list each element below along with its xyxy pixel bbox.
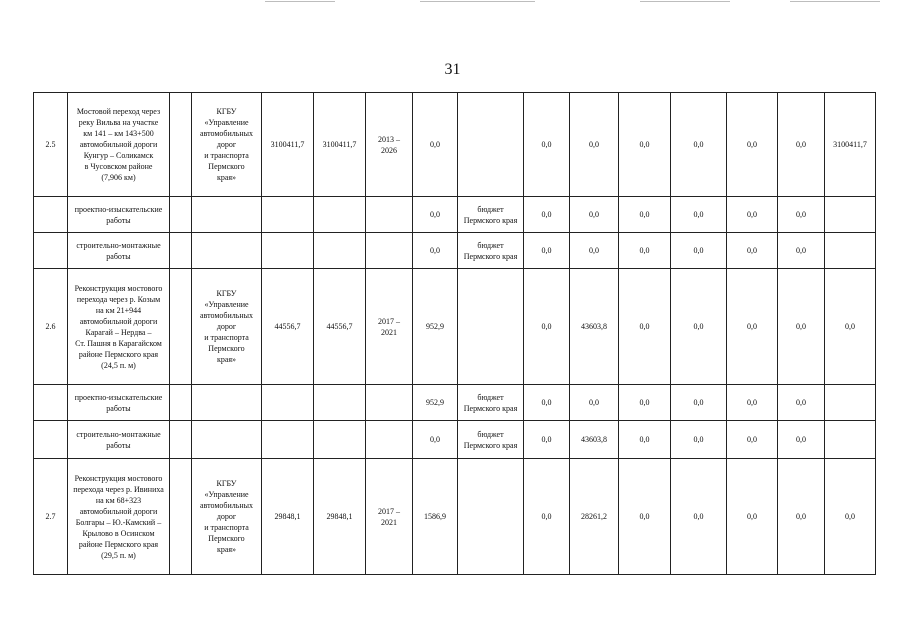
- cell-blank: [170, 385, 192, 421]
- cell-organization-line: «Управление: [204, 490, 249, 499]
- cell-organization: [192, 269, 262, 385]
- table-row-project: [34, 269, 876, 385]
- cell-name-line: строительно-монтажные: [76, 429, 161, 439]
- cell-number: 2.5: [34, 93, 68, 197]
- cell-period: [366, 421, 413, 459]
- top-edge-rule: [420, 1, 535, 2]
- cell-blank: [170, 421, 192, 459]
- top-edge-rule: [265, 1, 335, 2]
- cell-organization-line: автомобильных: [199, 501, 254, 510]
- cell-spent: 1586,9: [413, 459, 458, 575]
- cell-organization-line: КГБУ: [216, 479, 237, 488]
- cell-name-line: перехода через р. Ивиниха: [73, 484, 164, 494]
- cell-estimated-cost: [314, 197, 366, 233]
- cell-name-line: автомобильной дороги: [79, 506, 158, 516]
- cell-number: [34, 421, 68, 459]
- cell-year-value: [825, 233, 876, 269]
- cell-estimated-cost: 44556,7: [314, 269, 366, 385]
- cell-period: 2017 – 2021: [366, 269, 413, 385]
- cell-organization-line: края»: [216, 545, 237, 554]
- cell-year-value: 0,0: [570, 93, 619, 197]
- cell-name-line: перехода через р. Козым: [76, 294, 161, 304]
- cell-number: 2.7: [34, 459, 68, 575]
- cell-year-value: 0,0: [778, 385, 825, 421]
- cell-blank: [170, 459, 192, 575]
- cell-name-line: реку Вильва на участке: [78, 118, 159, 127]
- cell-period: [366, 233, 413, 269]
- cell-organization-line: дорог: [216, 140, 237, 149]
- cell-year-value: 0,0: [778, 233, 825, 269]
- cell-name-line: проектно-изыскательские: [74, 204, 163, 214]
- cell-year-value: [825, 421, 876, 459]
- cell-total-cost: [262, 233, 314, 269]
- cell-total-cost: [262, 421, 314, 459]
- cell-name: [68, 269, 170, 385]
- cell-spent: 952,9: [413, 269, 458, 385]
- cell-organization-line: дорог: [216, 512, 237, 521]
- cell-name-line: Реконструкция мостового: [74, 473, 163, 483]
- cell-blank: [170, 269, 192, 385]
- cell-name-line: автомобильной дороги: [79, 140, 158, 149]
- cell-organization-line: Пермского: [208, 534, 245, 543]
- cell-year-value: 0,0: [671, 269, 727, 385]
- cell-year-value: 0,0: [778, 459, 825, 575]
- cell-total-cost: 29848,1: [262, 459, 314, 575]
- cell-year-value: 0,0: [778, 421, 825, 459]
- cell-total-cost: 44556,7: [262, 269, 314, 385]
- cell-year-value: 0,0: [825, 459, 876, 575]
- cell-blank: [170, 93, 192, 197]
- cell-year-value: 0,0: [671, 93, 727, 197]
- cell-name-line: Кунгур – Соликамск: [83, 151, 154, 160]
- cell-name-line: строительно-монтажные: [76, 240, 161, 250]
- cell-number: [34, 233, 68, 269]
- cell-year-value: 28261,2: [570, 459, 619, 575]
- cell-name: [68, 197, 170, 233]
- cell-spent: 0,0: [413, 421, 458, 459]
- cell-source: [458, 93, 524, 197]
- table-row-subitem: [34, 197, 876, 233]
- cell-estimated-cost: [314, 421, 366, 459]
- cell-year-value: 0,0: [671, 459, 727, 575]
- cell-estimated-cost: 3100411,7: [314, 93, 366, 197]
- cell-year-value: [825, 385, 876, 421]
- cell-name-line: районе Пермского края: [78, 349, 159, 359]
- cell-name-line: на км 21+944: [95, 305, 142, 315]
- cell-total-cost: [262, 385, 314, 421]
- cell-name-line: работы: [106, 440, 131, 450]
- cell-organization: [192, 385, 262, 421]
- top-edge-rule: [790, 1, 880, 2]
- cell-year-value: 0,0: [524, 385, 570, 421]
- cell-spent: 0,0: [413, 233, 458, 269]
- cell-blank: [170, 197, 192, 233]
- cell-name: [68, 93, 170, 197]
- cell-name-line: Реконструкция мостового: [74, 283, 163, 293]
- cell-year-value: 0,0: [671, 421, 727, 459]
- cell-name-line: в Чусовском районе: [84, 162, 153, 171]
- cell-number: 2.6: [34, 269, 68, 385]
- cell-number: [34, 197, 68, 233]
- cell-name: [68, 233, 170, 269]
- cell-organization: [192, 197, 262, 233]
- cell-organization: [192, 421, 262, 459]
- cell-year-value: 0,0: [524, 269, 570, 385]
- cell-year-value: 0,0: [825, 269, 876, 385]
- cell-blank: [170, 233, 192, 269]
- cell-estimated-cost: [314, 385, 366, 421]
- cell-spent: 0,0: [413, 197, 458, 233]
- cell-organization-line: КГБУ: [216, 289, 237, 298]
- cell-name: [68, 385, 170, 421]
- cell-source: бюджет Пермского края: [458, 233, 524, 269]
- cell-name-line: (29,5 п. м): [101, 550, 136, 560]
- cell-name-line: Мостовой переход через: [76, 107, 161, 116]
- cell-year-value: 0,0: [524, 197, 570, 233]
- cell-name-line: (7,906 км): [101, 173, 136, 182]
- cell-period: 2017 – 2021: [366, 459, 413, 575]
- cell-name: [68, 421, 170, 459]
- cell-year-value: 0,0: [671, 233, 727, 269]
- cell-source: бюджет Пермского края: [458, 197, 524, 233]
- cell-organization: [192, 233, 262, 269]
- cell-name-line: автомобильной дороги: [79, 316, 158, 326]
- table-row-subitem: [34, 421, 876, 459]
- cell-year-value: 3100411,7: [825, 93, 876, 197]
- cell-year-value: 0,0: [524, 233, 570, 269]
- cell-organization-line: и транспорта: [204, 523, 249, 532]
- cell-period: [366, 385, 413, 421]
- cell-year-value: 0,0: [727, 269, 778, 385]
- cell-estimated-cost: 29848,1: [314, 459, 366, 575]
- cell-year-value: 0,0: [727, 459, 778, 575]
- cell-organization-line: Пермского: [208, 344, 245, 353]
- cell-name-line: работы: [106, 403, 131, 413]
- cell-name-line: км 141 – км 143+500: [83, 129, 154, 138]
- cell-name-line: Болгары – Ю.-Камский –: [75, 517, 162, 527]
- cell-organization: [192, 93, 262, 197]
- cell-year-value: 43603,8: [570, 269, 619, 385]
- table-row-subitem: [34, 233, 876, 269]
- cell-year-value: 0,0: [619, 93, 671, 197]
- cell-year-value: 0,0: [727, 385, 778, 421]
- cell-year-value: 0,0: [619, 421, 671, 459]
- cell-year-value: 43603,8: [570, 421, 619, 459]
- page-number: 31: [444, 61, 461, 78]
- cell-name-line: работы: [106, 251, 131, 261]
- cell-spent: 0,0: [413, 93, 458, 197]
- cell-year-value: 0,0: [619, 459, 671, 575]
- cell-year-value: 0,0: [570, 233, 619, 269]
- cell-year-value: 0,0: [619, 385, 671, 421]
- cell-name-line: работы: [106, 215, 131, 225]
- cell-year-value: 0,0: [671, 197, 727, 233]
- cell-name-line: Карагай – Нердва –: [85, 327, 152, 337]
- cell-total-cost: [262, 197, 314, 233]
- cell-period: [366, 197, 413, 233]
- cell-organization-line: «Управление: [204, 118, 249, 127]
- cell-year-value: 0,0: [727, 233, 778, 269]
- cell-number: [34, 385, 68, 421]
- table-row-project: [34, 459, 876, 575]
- table-row-subitem: [34, 385, 876, 421]
- cell-name-line: районе Пермского края: [78, 539, 159, 549]
- cell-organization-line: и транспорта: [204, 151, 249, 160]
- cell-year-value: 0,0: [524, 93, 570, 197]
- cell-source: бюджет Пермского края: [458, 385, 524, 421]
- cell-period: 2013 – 2026: [366, 93, 413, 197]
- cell-name-line: (24,5 п. м): [101, 360, 136, 370]
- cell-year-value: 0,0: [619, 269, 671, 385]
- cell-name: [68, 459, 170, 575]
- cell-name-line: проектно-изыскательские: [74, 392, 163, 402]
- cell-organization-line: и транспорта: [204, 333, 249, 342]
- cell-year-value: 0,0: [727, 197, 778, 233]
- cell-source: [458, 269, 524, 385]
- cell-year-value: 0,0: [570, 197, 619, 233]
- cell-year-value: 0,0: [727, 93, 778, 197]
- cell-organization-line: дорог: [216, 322, 237, 331]
- top-edge-rule: [640, 1, 730, 2]
- cell-year-value: 0,0: [619, 197, 671, 233]
- cell-year-value: 0,0: [619, 233, 671, 269]
- cell-organization: [192, 459, 262, 575]
- cell-name-line: Крылово в Осинском: [82, 528, 155, 538]
- cell-total-cost: 3100411,7: [262, 93, 314, 197]
- cell-organization-line: «Управление: [204, 300, 249, 309]
- cell-year-value: 0,0: [671, 385, 727, 421]
- cell-name-line: Ст. Пашня в Карагайском: [75, 338, 162, 348]
- cell-spent: 952,9: [413, 385, 458, 421]
- cell-year-value: 0,0: [778, 93, 825, 197]
- cell-year-value: 0,0: [778, 197, 825, 233]
- table-body: [34, 93, 876, 575]
- cell-organization-line: автомобильных: [199, 129, 254, 138]
- cell-year-value: 0,0: [524, 459, 570, 575]
- cell-organization-line: автомобильных: [199, 311, 254, 320]
- cell-year-value: [825, 197, 876, 233]
- cell-organization-line: Пермского: [208, 162, 245, 171]
- cell-organization-line: КГБУ: [216, 107, 237, 116]
- cell-organization-line: края»: [216, 173, 237, 182]
- cell-year-value: 0,0: [727, 421, 778, 459]
- table-row-project: [34, 93, 876, 197]
- cell-year-value: 0,0: [570, 385, 619, 421]
- cell-year-value: 0,0: [524, 421, 570, 459]
- cell-estimated-cost: [314, 233, 366, 269]
- cell-name-line: на км 68+323: [95, 495, 142, 505]
- cell-source: бюджет Пермского края: [458, 421, 524, 459]
- cell-source: [458, 459, 524, 575]
- cell-year-value: 0,0: [778, 269, 825, 385]
- budget-table: [33, 92, 876, 575]
- cell-organization-line: края»: [216, 355, 237, 364]
